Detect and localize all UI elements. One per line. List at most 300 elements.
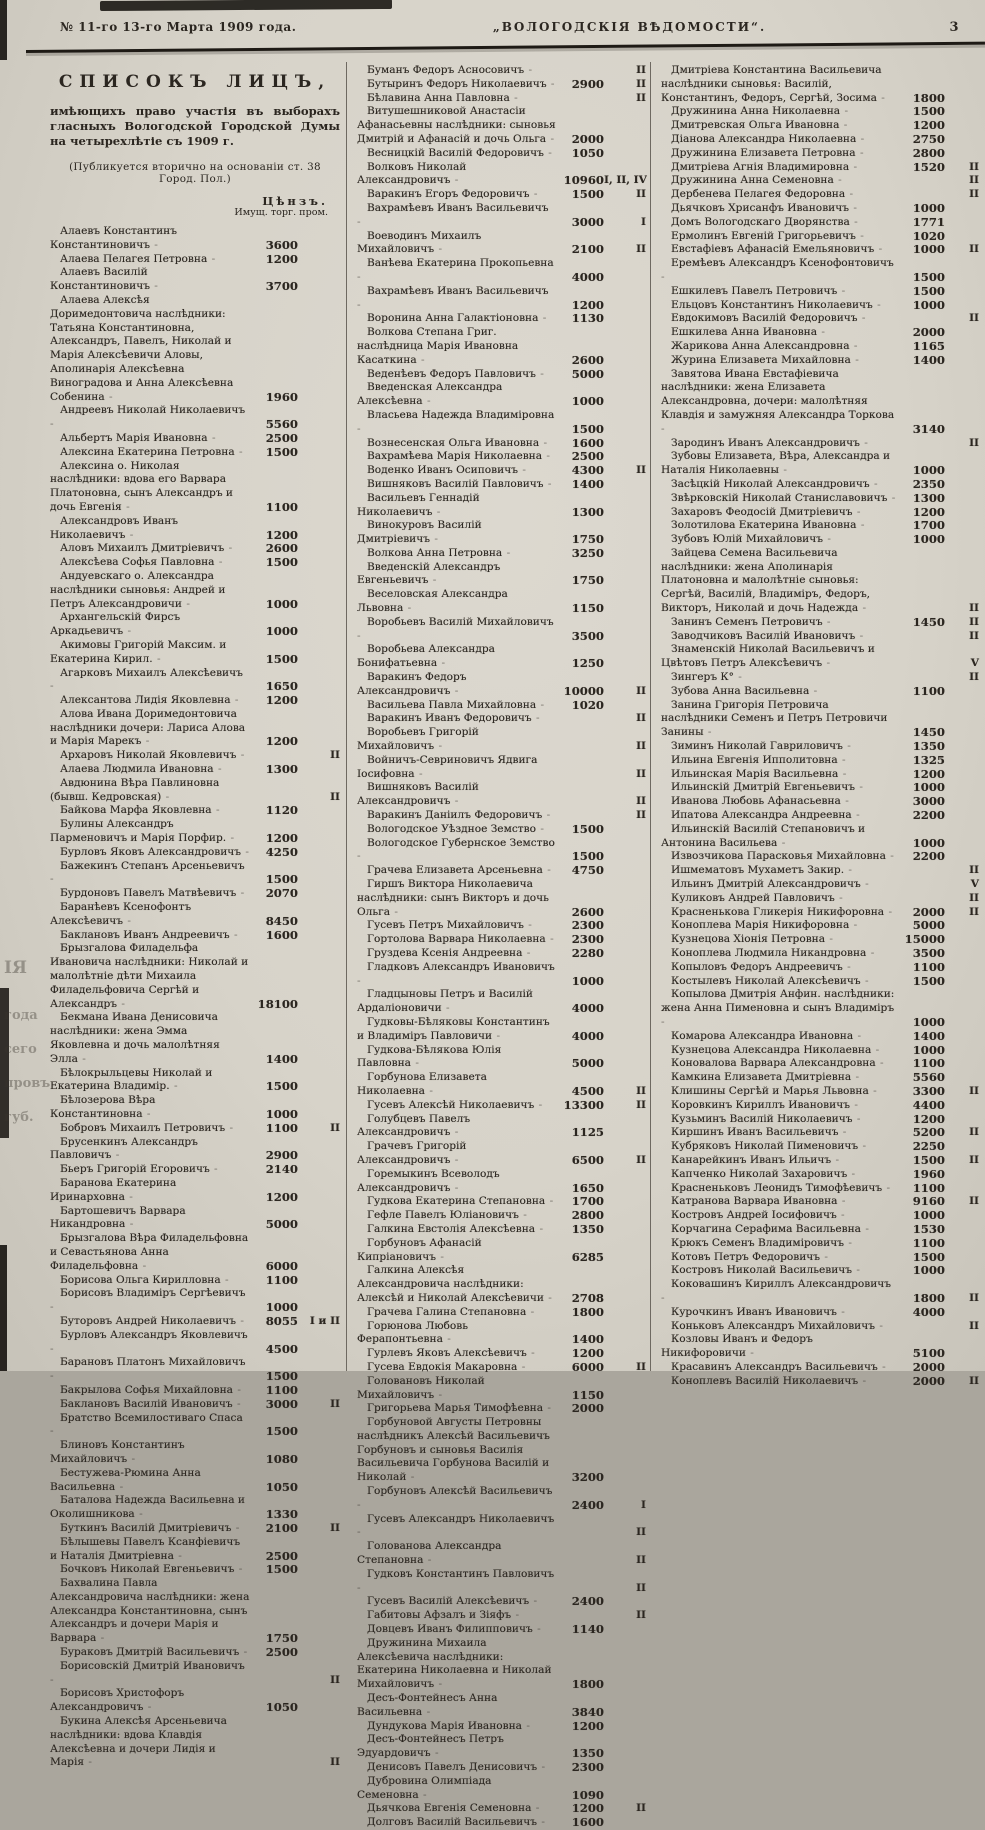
list-entry [661, 340, 979, 354]
entry-class-mark: II [636, 77, 646, 90]
list-entry [50, 942, 340, 1011]
entry-name: Копылова Дмитрія Анфин. наслѣдники: жена Анна Пименовна и сынъ Владиміръ - [661, 988, 897, 1029]
entry-census-value: 1600 [571, 1815, 604, 1830]
list-entry [50, 1439, 340, 1467]
entry-census-value: 1100 [265, 1120, 298, 1135]
entry-census-value: 4400 [912, 1097, 945, 1112]
list-entry [357, 450, 646, 464]
entry-name: Захаровъ Феодосій Дмитріевичъ - [661, 506, 897, 520]
list-entry [50, 1177, 340, 1205]
list-entry [661, 1140, 979, 1154]
entry-census-value: 3700 [265, 279, 298, 294]
list-entry [357, 1016, 646, 1044]
entry-census-value: 1200 [571, 1346, 604, 1361]
entry-name: Домъ Вологодскаго Дворянства - [661, 216, 897, 230]
entry-name: Байкова Марфа Яковлевна - [50, 804, 250, 818]
entry-census-value: 1200 [571, 1801, 604, 1816]
entry-name: Бекмана Ивана Денисовича наслѣдники: жена Эмма Яковлевна и дочь малолѣтняя Элла - [50, 1011, 250, 1066]
entry-census-value: 3500 [912, 946, 945, 960]
entry-name: Кузнецова Хіонія Петровна - [661, 933, 897, 947]
entry-census-value: 1130 [571, 311, 604, 326]
column-3 [650, 62, 981, 1388]
entry-census-value: 2100 [571, 242, 604, 257]
list-entry [661, 492, 979, 506]
entry-census-value: 1150 [571, 1387, 604, 1402]
entry-census-value: 5000 [571, 1056, 604, 1071]
entry-class-mark: II [636, 464, 646, 477]
entry-census-value: 2100 [265, 1520, 298, 1535]
entry-census-value: 1020 [571, 697, 604, 712]
entry-name: Иванова Любовь Афанасьевна - [661, 795, 897, 809]
entry-census-value: 1000 [912, 1014, 945, 1029]
entry-census-value: 4000 [571, 1001, 604, 1016]
entry-class-mark: II [636, 795, 646, 808]
entry-census-value: 1200 [571, 297, 604, 312]
list-entry [50, 694, 340, 708]
list-entry [357, 92, 646, 106]
entry-class-mark: II [969, 1126, 979, 1139]
entry-census-value: 1000 [912, 1263, 945, 1278]
entry-name: Братство Всемилостиваго Спаса - [50, 1412, 250, 1440]
entry-census-value: 2600 [265, 541, 298, 556]
entry-class-mark: II [636, 1098, 646, 1111]
entry-census-value: 1400 [912, 352, 945, 367]
list-entry [50, 860, 340, 888]
entry-name: Гудкова Екатерина Степановна - [357, 1195, 556, 1209]
entry-census-value: 1500 [265, 555, 298, 570]
list-entry [661, 202, 979, 216]
entry-class-mark: II [636, 684, 646, 697]
list-entry [50, 1011, 340, 1066]
entry-name: Варакинъ Даніилъ Федоровичъ - [357, 809, 556, 823]
entry-name: Десъ-Фонтейнесъ Анна Васильевна - [357, 1692, 556, 1720]
entry-name: Діанова Александра Николаевна - [661, 133, 897, 147]
entry-census-value: 1100 [912, 1180, 945, 1195]
list-entry [50, 1067, 340, 1095]
list-entry [357, 1733, 646, 1761]
list-entry [357, 1802, 646, 1816]
entry-census-value: 2300 [571, 932, 604, 947]
margin-bleed-text: сего [4, 1042, 37, 1057]
entry-census-value: 4000 [571, 269, 604, 284]
list-entry [357, 1223, 646, 1237]
list-entry [357, 326, 646, 367]
entry-name: Алексѣева Софья Павловна - [50, 556, 250, 570]
list-entry [661, 1057, 979, 1071]
entry-census-value: 1750 [571, 532, 604, 547]
list-entry [357, 823, 646, 837]
entry-census-value: 1000 [912, 200, 945, 215]
entry-name: Веселовская Александра Львовна - [357, 588, 556, 616]
list-entry [357, 1540, 646, 1568]
list-entry [357, 699, 646, 713]
entry-name: Дружинина Михаила Алексѣевича наслѣдники: Екатерина Николаевна и Николай Михайловичъ - [357, 1637, 556, 1692]
entry-census-value: 1450 [912, 614, 945, 629]
entry-name: Винокуровъ Василій Дмитріевичъ - [357, 519, 556, 547]
entry-census-value: 1500 [912, 283, 945, 298]
list-entry [357, 1140, 646, 1168]
list-entry [50, 749, 340, 763]
entry-name: Дундукова Марія Ивановна - [357, 1720, 556, 1734]
entry-name: Зайцева Семена Васильевича наслѣдники: жена Аполинарія Платоновна и малолѣтніе сыновья: Сергѣй, Василій, Владиміръ, Федоръ, Викторъ, Николай и дочь Надежда - [661, 547, 897, 616]
entry-class-mark: II [636, 740, 646, 753]
list-entry [661, 1306, 979, 1320]
entry-name: Голубцевъ Павелъ Александровичъ - [357, 1113, 556, 1141]
entry-census-value: 1000 [912, 297, 945, 312]
list-entry [50, 887, 340, 901]
list-entry [357, 78, 646, 92]
entry-name: Гортолова Варвара Николаевна - [357, 933, 556, 947]
list-entry [50, 570, 340, 611]
entry-class-mark: II [969, 1195, 979, 1208]
entry-name: Баталова Надежда Васильевна и Околишникова - [50, 1494, 250, 1522]
entry-name: Коньковъ Александръ Михайловичъ - [661, 1320, 897, 1334]
entry-census-value: 1700 [912, 518, 945, 533]
entry-census-value: 2500 [571, 449, 604, 464]
list-entry [50, 1384, 340, 1398]
entry-name: Бажекинъ Степанъ Арсеньевичъ - [50, 860, 250, 888]
entry-name: Ермолинъ Евгеній Григорьевичъ - [661, 230, 897, 244]
entry-name: Алаева Людмила Ивановна - [50, 763, 250, 777]
list-entry [50, 667, 340, 695]
list-entry [357, 202, 646, 230]
entry-census-value: 1800 [912, 90, 945, 105]
entry-name: Алексина о. Николая наслѣдники: вдова его Варвара Платоновна, сынъ Александръ и дочь Евгенія - [50, 460, 250, 515]
entry-class-mark: I [641, 1498, 646, 1511]
entry-name: Жарикова Анна Александровна - [661, 340, 897, 354]
entry-census-value: 1200 [265, 831, 298, 846]
entry-name: Ешкилевъ Павелъ Петровичъ - [661, 285, 897, 299]
entry-census-value: 1200 [265, 734, 298, 749]
entry-name: Варакинъ Егоръ Федоровичъ - [357, 188, 556, 202]
entry-name: Дубровина Олимпіада Семеновна - [357, 1775, 556, 1803]
entry-census-value: 1500 [571, 821, 604, 836]
list-entry [357, 781, 646, 809]
entry-name: Красавинъ Александръ Васильевичъ - [661, 1361, 897, 1375]
issue-date: № 11-го 13-го Марта 1909 года. [60, 20, 297, 34]
entry-census-value: 1500 [265, 1562, 298, 1577]
list-entry [50, 1715, 340, 1770]
entry-name: Борисовъ Христофоръ Александровичъ - [50, 1687, 250, 1715]
list-entry [50, 1094, 340, 1122]
entry-name: Вологодское Уѣздное Земство - [357, 823, 556, 837]
entry-name: Дружинина Анна Семеновна - [661, 174, 897, 188]
entry-census-value: 1200 [571, 1718, 604, 1733]
entry-census-value: 1500 [265, 1369, 298, 1384]
list-entry [50, 1687, 340, 1715]
list-entry [357, 64, 646, 78]
entry-name: Грачева Галина Степановна - [357, 1306, 556, 1320]
list-entry [661, 1264, 979, 1278]
entry-census-value: 3000 [265, 1396, 298, 1411]
entry-census-value: 1200 [265, 527, 298, 542]
margin-bleed-text: года [4, 1008, 38, 1023]
list-entry [50, 611, 340, 639]
list-entry [661, 1168, 979, 1182]
entry-census-value: 2900 [265, 1148, 298, 1163]
census-sublabel: Имущ. торг. пром. [234, 207, 328, 218]
entry-name: Алова Ивана Доримедонтовича наслѣдники дочери: Лариса Алова и Марія Марекъ - [50, 708, 250, 749]
entry-census-value: 2280 [571, 946, 604, 960]
entry-name: Булины Александръ Парменовичъ и Марія Порфир. - [50, 818, 250, 846]
list-entry [357, 1347, 646, 1361]
entry-name: Ильинъ Дмитрій Александровичъ - [661, 878, 897, 892]
entry-name: Дьячковъ Хрисанфъ Ивановичъ - [661, 202, 897, 216]
list-entry [50, 432, 340, 446]
list-entry [357, 285, 646, 313]
entry-name: Брызгалова Вѣра Филадельфовна и Севастьянова Анна Филадельфовна - [50, 1232, 250, 1273]
entry-name: Грачева Елизавета Арсеньевна - [357, 864, 556, 878]
entry-name: Гудковы-Бѣляковы Константинъ и Владиміръ Павловичи - [357, 1016, 556, 1044]
list-entry [50, 266, 340, 294]
entry-name: Ильинская Марія Васильевна - [661, 768, 897, 782]
entry-name: Кузьминъ Василій Николаевичъ - [661, 1113, 897, 1127]
entry-name: Занинъ Семенъ Петровичъ - [661, 616, 897, 630]
entry-class-mark: II [330, 1521, 340, 1534]
list-entry [661, 174, 979, 188]
list-title: СПИСОКЪ ЛИЦЪ, [58, 72, 332, 92]
list-entry [50, 1287, 340, 1315]
entry-census-value: 8055 [265, 1313, 298, 1328]
list-entry [357, 1195, 646, 1209]
entry-name: Воденко Иванъ Осиповичъ - [357, 464, 556, 478]
entry-census-value: 10960 [563, 173, 604, 188]
entry-census-value: 1750 [571, 573, 604, 588]
list-entry [50, 225, 340, 253]
entry-census-value: 1500 [571, 849, 604, 864]
entry-census-value: 1100 [912, 1235, 945, 1250]
entry-census-value: 1200 [265, 1189, 298, 1204]
entry-name: Зародинъ Иванъ Александровичъ - [661, 437, 897, 451]
list-entry [357, 478, 646, 492]
entry-name: Бакрылова Софья Михайловна - [50, 1384, 250, 1398]
entry-census-value: 1350 [571, 1221, 604, 1236]
entry-census-value: 18100 [257, 996, 298, 1011]
entry-census-value: 1000 [912, 1208, 945, 1223]
list-entry [357, 492, 646, 520]
list-entry [50, 763, 340, 777]
census-label: Цѣнзъ. [262, 194, 328, 208]
list-entry [357, 588, 646, 616]
entry-census-value: 1500 [912, 104, 945, 119]
list-entry [357, 409, 646, 437]
list-entry [661, 326, 979, 340]
entry-census-value: 1100 [265, 1272, 298, 1287]
entry-census-value: 2000 [912, 325, 945, 340]
entry-census-value: 2070 [265, 886, 298, 901]
list-entry [50, 253, 340, 267]
list-entry [50, 1467, 340, 1495]
list-entry [50, 1577, 340, 1646]
entry-name: Костылевъ Николай Алексѣевичъ - [661, 975, 897, 989]
entry-name: Витушешниковой Анастасіи Афанасьевны наслѣдники: сыновья Дмитрій и Афанасій и дочь Ольга - [357, 105, 556, 146]
entry-name: Киршинъ Иванъ Васильевичъ - [661, 1126, 897, 1140]
list-entry [661, 1195, 979, 1209]
entry-name: Вишняковъ Василій Александровичъ - [357, 781, 556, 809]
entry-name: Бурловъ Александръ Яковлевичъ - [50, 1329, 250, 1357]
list-entry [661, 299, 979, 313]
entry-name: Копыловъ Федоръ Андреевичъ - [661, 961, 897, 975]
entry-class-mark: II [330, 790, 340, 803]
entry-name: Бураковъ Дмитрій Васильевичъ - [50, 1646, 250, 1660]
entry-census-value: 6000 [265, 1258, 298, 1273]
list-entry [661, 919, 979, 933]
list-entry [661, 643, 979, 671]
list-entry [50, 1329, 340, 1357]
entry-census-value: 2000 [571, 131, 604, 146]
list-entry [50, 1205, 340, 1233]
list-entry [357, 381, 646, 409]
entry-census-value: 1650 [571, 1180, 604, 1195]
entry-name: Авдюнина Вѣра Павлиновна (бывш. Кедровская) - [50, 777, 250, 805]
list-entry [661, 754, 979, 768]
entry-census-value: 1400 [912, 1028, 945, 1043]
entry-census-value: 1450 [912, 725, 945, 740]
list-entry [661, 257, 979, 285]
entry-census-value: 2600 [571, 352, 604, 367]
entry-name: Груздева Ксенія Андреевна - [357, 947, 556, 961]
entry-name: Горюнова Любовь Ферапонтьевна - [357, 1320, 556, 1348]
newspaper-title: „ВОЛОГОДСКІЯ ВѢДОМОСТИ“. [492, 20, 767, 34]
entry-census-value: 1500 [912, 973, 945, 988]
entry-name: Буманъ Федоръ Асносовичъ - [357, 64, 556, 78]
entry-census-value: 1050 [571, 145, 604, 160]
entry-name: Бѣлышевы Павелъ Ксанфіевичъ и Наталія Дмитріевна - [50, 1536, 250, 1564]
list-entry [357, 1568, 646, 1596]
entry-census-value: 2300 [571, 918, 604, 933]
entry-name: Введенская Александра Алексѣевна - [357, 381, 556, 409]
list-entry [50, 294, 340, 404]
entry-census-value: 1400 [265, 1051, 298, 1066]
list-subtitle: имѣющихъ право участія въ выборахъ гласныхъ Вологодской Городской Думы на четырехлѣтіе съ 1909 г. [50, 104, 340, 148]
list-entry [50, 1356, 340, 1384]
entry-census-value: 1300 [265, 762, 298, 777]
entry-census-value: 5000 [265, 1217, 298, 1232]
entry-name: Алаевъ Константинъ Константиновичъ - [50, 225, 250, 253]
list-entry [661, 1251, 979, 1265]
entry-census-value: 2500 [265, 1548, 298, 1563]
entry-class-mark: II [969, 671, 979, 684]
entry-name: Брусенкинъ Александръ Павловичъ - [50, 1136, 250, 1164]
scan-artifact-top [100, 0, 392, 11]
entry-name: Аловъ Михаилъ Дмитріевичъ - [50, 542, 250, 556]
entry-name: Ванѣева Екатерина Прокопьевна - [357, 257, 556, 285]
entry-name: Вахрамѣева Марія Николаевна - [357, 450, 556, 464]
entry-census-value: 1125 [571, 1125, 604, 1140]
entry-class-mark: II [969, 864, 979, 877]
entry-class-mark: II [969, 602, 979, 615]
list-entry [661, 230, 979, 244]
entry-census-value: 1200 [912, 1111, 945, 1126]
entry-name: Бестужева-Рюмина Анна Васильевна - [50, 1467, 250, 1495]
entry-name: Дружинина Елизавета Петровна - [661, 147, 897, 161]
list-entry [50, 901, 340, 929]
entry-name: Горбуновъ Афанасій Кипріановичъ - [357, 1237, 556, 1265]
entry-name: Зубовъ Юлій Михайловичъ - [661, 533, 897, 547]
entry-class-mark: II [969, 1319, 979, 1332]
entry-name: Васильевъ Геннадій Николаевичъ - [357, 492, 556, 520]
list-entry [357, 1237, 646, 1265]
entry-name: Занина Григорія Петровича наслѣдники Семенъ и Петръ Петровичи Занины - [661, 699, 897, 740]
entry-class-mark: II [636, 767, 646, 780]
entry-class-mark: II [330, 1756, 340, 1769]
entry-name: Вознесенская Ольга Ивановна - [357, 437, 556, 451]
list-note: (Публикуется вторично на основаніи ст. 38 Город. Пол.) [69, 161, 321, 185]
column-3-entries [661, 64, 979, 1389]
list-entry [357, 988, 646, 1016]
entry-class-mark: II [969, 174, 979, 187]
entry-name: Буторовъ Андрей Николаевичъ - [50, 1315, 250, 1329]
entry-name: Баранова Екатерина Иринарховна - [50, 1177, 250, 1205]
entry-class-mark: II [969, 615, 979, 628]
list-entry [50, 1136, 340, 1164]
entry-name: Катранова Варвара Ивановна - [661, 1195, 897, 1209]
entry-name: Гурлевъ Яковъ Алексѣевичъ - [357, 1347, 556, 1361]
list-entry [661, 616, 979, 630]
column-2-entries [357, 64, 646, 1830]
margin-bleed-text: провъ [4, 1076, 51, 1091]
entry-census-value: 1000 [912, 1042, 945, 1057]
list-entry [50, 1315, 340, 1329]
column-1-entries [50, 225, 340, 1770]
list-entry [661, 630, 979, 644]
list-entry [50, 1232, 340, 1273]
entry-class-mark: II [969, 436, 979, 449]
entry-name: Зиминъ Николай Гавриловичъ - [661, 740, 897, 754]
entry-census-value: 5560 [265, 417, 298, 432]
entry-census-value: 6500 [571, 1152, 604, 1167]
list-entry [661, 850, 979, 864]
entry-census-value: 2200 [912, 849, 945, 864]
entry-census-value: 1500 [571, 187, 604, 202]
list-entry [661, 478, 979, 492]
list-entry [357, 947, 646, 961]
entry-census-value: 1300 [571, 504, 604, 519]
entry-name: Бахвалина Павла Александровича наслѣдники: жена Александра Константиновна, сынъ Александръ и дочери Марія и Варвара - [50, 1577, 250, 1646]
entry-name: Вахрамѣевъ Иванъ Васильевичъ - [357, 202, 556, 230]
entry-name: Куликовъ Андрей Павловичъ - [661, 892, 897, 906]
list-entry [357, 547, 646, 561]
entry-class-mark: V [970, 657, 979, 670]
entry-census-value: 2300 [571, 1760, 604, 1775]
entry-census-value: 1600 [571, 435, 604, 450]
entry-name: Звѣрковскій Николай Станиславовичъ - [661, 492, 897, 506]
entry-name: Буткинъ Василій Дмитріевичъ - [50, 1522, 250, 1536]
entry-name: Алексантова Лидія Яковлевна - [50, 694, 250, 708]
entry-name: Грачевъ Григорій Александровичъ - [357, 1140, 556, 1168]
entry-name: Ильинскій Дмитрій Евгеньевичъ - [661, 781, 897, 795]
list-entry [661, 768, 979, 782]
entry-census-value: 1300 [912, 490, 945, 505]
list-entry [357, 464, 646, 478]
entry-census-value: 1500 [912, 1152, 945, 1167]
entry-census-value: 1050 [265, 1700, 298, 1715]
entry-census-value: 13300 [563, 1097, 604, 1112]
entry-name: Ипатова Александра Андреевна - [661, 809, 897, 823]
list-entry [357, 1513, 646, 1541]
entry-census-value: 3500 [571, 628, 604, 643]
entry-name: Габитовы Афзалъ и Зіяфъ - [357, 1609, 556, 1623]
entry-name: Архангельскій Фирсъ Аркадьевичъ - [50, 611, 250, 639]
list-entry [661, 368, 979, 437]
entry-census-value: 2140 [265, 1162, 298, 1177]
column-1 [50, 62, 346, 1769]
entry-census-value: 1500 [265, 1079, 298, 1094]
entry-class-mark: II [330, 1397, 340, 1410]
list-entry [661, 864, 979, 878]
list-entry [357, 1306, 646, 1320]
entry-census-value: 1000 [912, 242, 945, 257]
